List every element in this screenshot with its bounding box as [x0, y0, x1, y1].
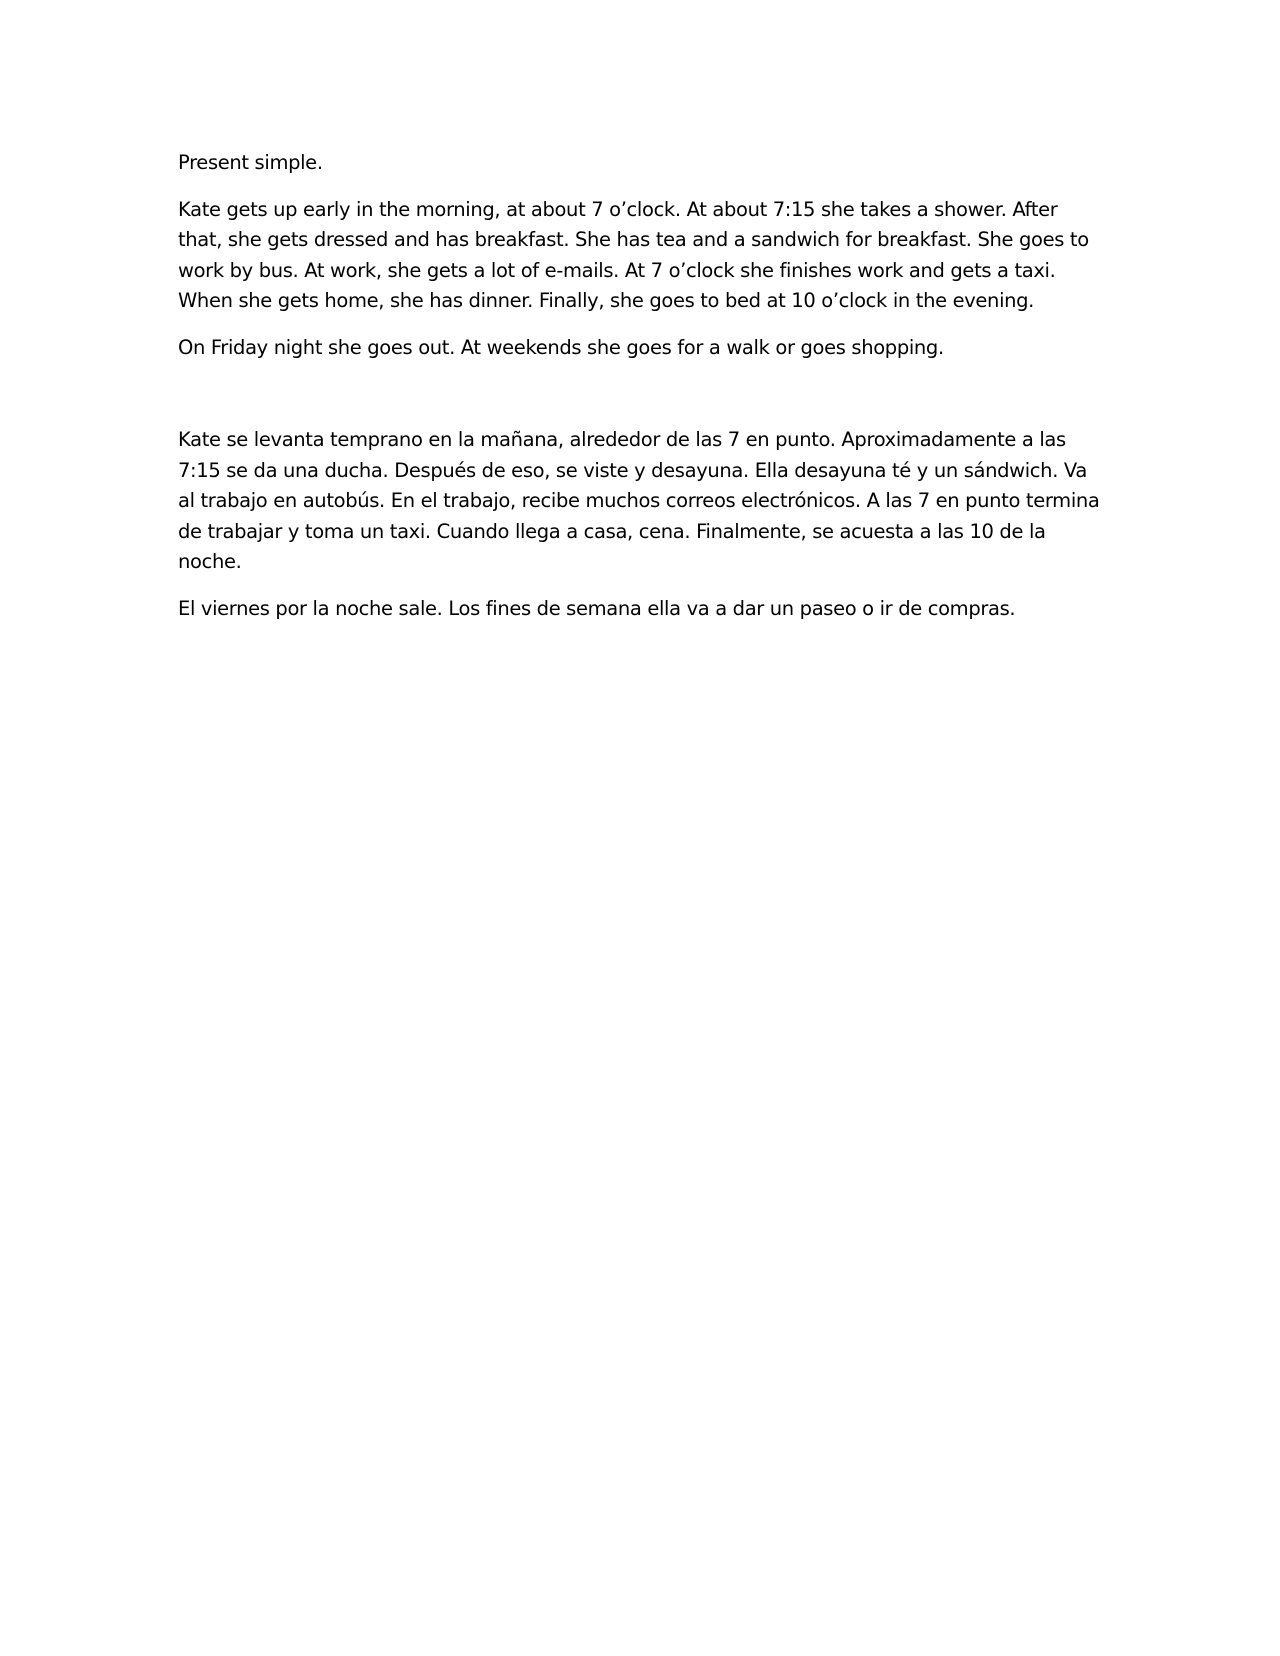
document-body [178, 148, 1103, 640]
spanish-paragraph-2: El viernes por la noche sale. Los fines de semana ella va a dar un paseo o ir de compras. [178, 596, 1016, 620]
english-paragraph-2: On Friday night she goes out. At weekends she goes for a walk or goes shopping. [178, 335, 944, 359]
english-paragraph-1: Kate gets up early in the morning, at about 7 o’clock. At about 7:15 she takes a shower. After that, she gets dressed and has breakfast. She has tea and a sandwich for breakfast. She goes to work by bus. At work, she gets a lot of e-mails. At 7 o’clock she finishes work and gets a taxi. When she gets home, she has dinner. Finally, she goes to bed at 10 o’clock in the evening. [178, 197, 1089, 312]
document-title: Present simple. [178, 151, 323, 174]
spanish-paragraph-1: Kate se levanta temprano en la mañana, alrededor de las 7 en punto. Aproximadamente a las 7:15 se da una ducha. Después de eso, se viste y desayuna. Ella desayuna té y un sándwich. Va al trabajo en autobús. En el trabajo, recibe muchos correos electrónicos. A las 7 en punto termina de trabajar y toma un taxi. Cuando llega a casa, cena. Finalmente, se acuesta a las 10 de la noche. [178, 428, 1100, 573]
